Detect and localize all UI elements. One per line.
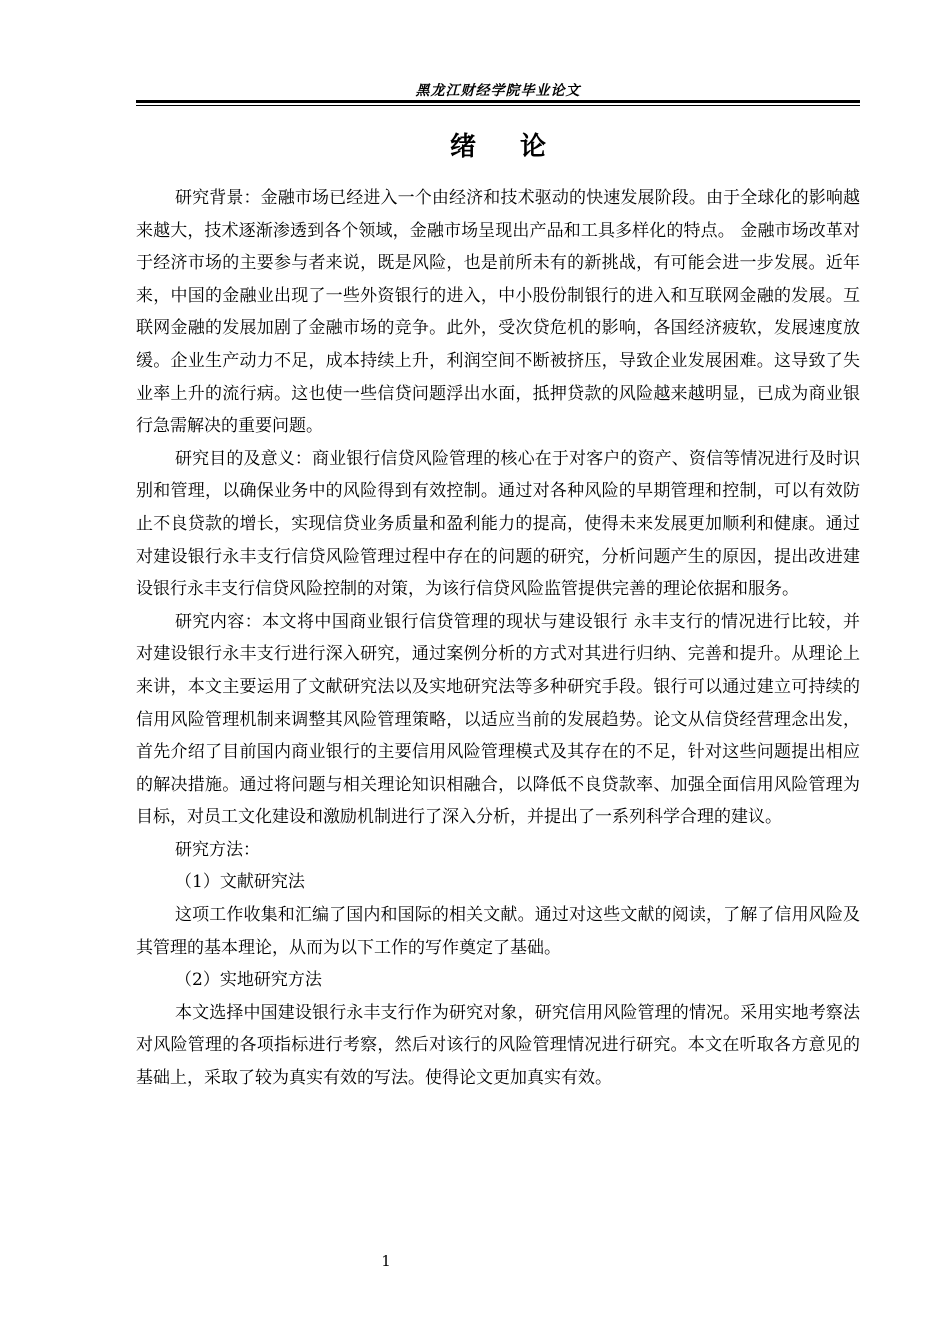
section-title-char-2: 论 [520, 132, 547, 162]
running-header: 黑龙江财经学院毕业论文 [415, 83, 581, 99]
section-title [136, 126, 860, 163]
paragraph-method-2: 本文选择中国建设银行永丰支行作为研究对象，研究信用风险管理的情况。采用实地考察法对风险管理的各项指标进行考察，然后对该行的风险管理情况进行研究。本文在听取各方意见的基础上，采取了较为真实有效的写法。使得论文更加真实有效。 [136, 1002, 860, 1089]
section-title-char-1: 绪 [449, 132, 476, 162]
page-number: 1 [381, 1252, 391, 1270]
paragraph-method-2-heading: （2）实地研究方法 [175, 970, 322, 991]
paragraph-methods-heading: 研究方法： [175, 839, 260, 860]
header-rule-thin [136, 105, 860, 106]
paragraph-method-1-heading: （1）文献研究法 [175, 872, 305, 893]
header-rule-thick [136, 100, 860, 103]
paragraph-purpose: 研究目的及意义：商业银行信贷风险管理的核心在于对客户的资产、资信等情况进行及时识别和管理，以确保业务中的风险得到有效控制。通过对各种风险的早期管理和控制，可以有效防止不良贷款的增长，实现信贷业务质量和盈利能力的提高，使得未来发展更加顺利和健康。通过对建设银行永丰支行信贷风险管理过程中存在的问题的研究，分析问题产生的原因，提出改进建设银行永丰支行信贷风险控制的对策，为该行信贷风险监管提供完善的理论依据和服务。 [136, 448, 860, 600]
paragraph-background: 研究背景：金融市场已经进入一个由经济和技术驱动的快速发展阶段。由于全球化的影响越来越大，技术逐渐渗透到各个领域，金融市场呈现出产品和工具多样化的特点。 金融市场改革对于经济市场的主要参与者来说，既是风险，也是前所未有的新挑战，有可能会进一步发展。近年来，中国的金融业出现了一些外资银行的进入，中小股份制银行的进入和互联网金融的发展。互联网金融的发展加剧了金融市场的竞争。此外，受次贷危机的影响，各国经济疲软，发展速度放缓。企业生产动力不足，成本持续上升，利润空间不断被挤压，导致企业发展困难。这导致了失业率上升的流行病。这也使一些信贷问题浮出水面，抵押贷款的风险越来越明显，已成为商业银行急需解决的重要问题。 [136, 188, 860, 437]
paragraph-content: 研究内容：本文将中国商业银行信贷管理的现状与建设银行 永丰支行的情况进行比较，并对建设银行永丰支行进行深入研究，通过案例分析的方式对其进行归纳、完善和提升。从理论上来讲，本文主要运用了文献研究法以及实地研究法等多种研究手段。银行可以通过建立可持续的信用风险管理机制来调整其风险管理策略，以适应当前的发展趋势。论文从信贷经营理念出发，首先介绍了目前国内商业银行的主要信用风险管理模式及其存在的不足，针对这些问题提出相应的解决措施。通过将问题与相关理论知识相融合，以降低不良贷款率、加强全面信用风险管理为目标，对员工文化建设和激励机制进行了深入分析，并提出了一系列科学合理的建议。 [136, 611, 860, 828]
paragraph-method-1: 这项工作收集和汇编了国内和国际的相关文献。通过对这些文献的阅读，了解了信用风险及其管理的基本理论，从而为以下工作的写作奠定了基础。 [136, 905, 860, 958]
body-text [136, 182, 860, 1095]
